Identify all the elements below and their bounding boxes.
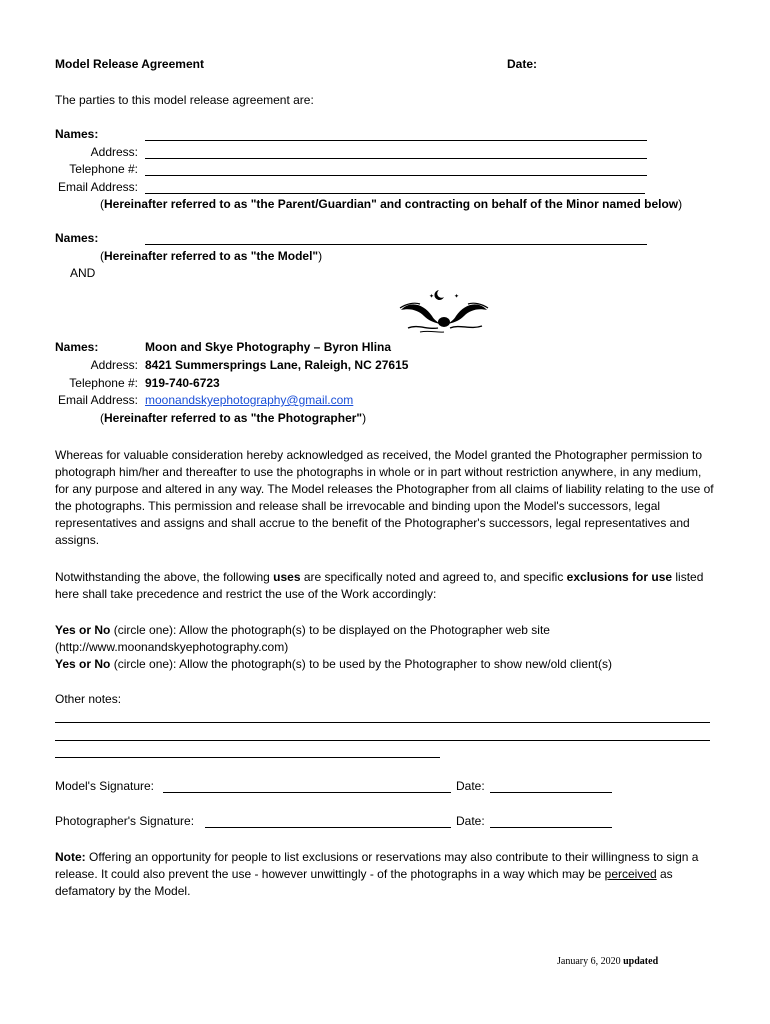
model-hereinafter [100, 248, 322, 265]
paren-open: ( [100, 197, 104, 211]
option-clients-text: Allow the photograph(s) to be used by the Photographer to show new/old client(s) [179, 657, 612, 671]
option-clients-yes-no[interactable]: Yes or No [55, 657, 111, 671]
document-title: Model Release Agreement [55, 57, 204, 71]
svg-text:✦: ✦ [429, 293, 435, 300]
photographer-date-field[interactable] [490, 827, 612, 828]
parent-hereinafter [100, 196, 682, 213]
option-website-text: Allow the photograph(s) to be displayed on the Photographer web site [179, 623, 550, 637]
other-notes-line-1[interactable] [55, 722, 710, 723]
parent-telephone-field[interactable] [145, 175, 647, 176]
option-clients-circle: (circle one): [110, 657, 180, 671]
option-website [55, 622, 550, 639]
photographer-signature-label: Photographer's Signature: [55, 814, 195, 828]
parent-email-label: Email Address: [57, 180, 138, 194]
model-hereinafter-text: Hereinafter referred to as "the Model" [104, 249, 319, 263]
photographer-names-value: Moon and Skye Photography – Byron Hlina [145, 340, 392, 354]
exclusions-bold: exclusions for use [566, 570, 673, 584]
other-notes-label: Other notes: [55, 692, 122, 706]
option-clients [55, 656, 612, 673]
note-label: Note: [55, 850, 86, 864]
photographer-address-label: Address: [90, 358, 138, 372]
uses-bold: uses [273, 570, 301, 584]
photographer-hereinafter-text: Hereinafter referred to as "the Photographer" [104, 411, 363, 425]
model-names-field[interactable] [145, 244, 647, 245]
uses-text-3: listed here shall take precedence and restrict the use of the Work accordingly: [55, 570, 704, 601]
other-notes-line-2[interactable] [55, 740, 710, 741]
body-paragraph: Whereas for valuable consideration hereby acknowledged as received, the Model granted the Photographer permission to photograph him/her and thereafter to use the photographs in whole or in part without restriction anywhere, in any medium, for any purpose and altered in any way. The Model releases the Photographer from all claims of liability relating to the use of the photographs. This permission and release shall be irrevocable and binding upon the Model's successors, legal representatives and assigns and shall accrue to the benefit of the Photographer's successors, legal representatives and assigns. [55, 448, 714, 547]
note-text-2: as defamatory by the Model. [55, 867, 673, 898]
photographer-date-label: Date: [456, 814, 485, 828]
parent-address-field[interactable] [145, 158, 647, 159]
note-perceived: perceived [604, 867, 657, 881]
option-website-yes-no[interactable]: Yes or No [55, 623, 111, 637]
uses-paragraph [55, 569, 715, 603]
photographer-names-label: Names: [55, 340, 99, 354]
uses-text-1: Notwithstanding the above, the following [55, 570, 274, 584]
note-paragraph [55, 849, 715, 900]
other-notes-line-3[interactable] [55, 757, 440, 758]
paren-close: ) [318, 249, 323, 263]
parent-names-label: Names: [55, 127, 99, 141]
footer-date [557, 953, 658, 970]
option-website-url: (http://www.moonandskyephotography.com) [55, 640, 289, 654]
swimmer-logo-icon [398, 286, 490, 334]
and-text: AND [70, 266, 96, 280]
model-date-field[interactable] [490, 792, 612, 793]
model-signature-field[interactable] [163, 792, 451, 793]
photographer-signature-field[interactable] [205, 827, 451, 828]
photographer-telephone-label: Telephone #: [69, 376, 138, 390]
parent-names-field[interactable] [145, 140, 647, 141]
paren-close: ) [362, 411, 367, 425]
paren-open: ( [100, 411, 104, 425]
photographer-email-link[interactable]: moonandskyephotography@gmail.com [145, 393, 354, 407]
option-website-circle: (circle one): [110, 623, 180, 637]
intro-text: The parties to this model release agreement are: [55, 93, 314, 107]
note-text-1: Offering an opportunity for people to list exclusions or reservations may also contribute to their willingness to sign a release. It could also prevent the use - however unwittingly - of the photographs in a way which may be [55, 850, 699, 881]
parent-email-field[interactable] [145, 193, 645, 194]
parent-telephone-label: Telephone #: [69, 162, 138, 176]
footer-updated: updated [623, 956, 659, 967]
photographer-email-label: Email Address: [57, 393, 138, 407]
model-signature-label: Model's Signature: [55, 779, 155, 793]
paren-open: ( [100, 249, 104, 263]
model-date-label: Date: [456, 779, 485, 793]
parent-address-label: Address: [90, 145, 138, 159]
photographer-telephone-value: 919-740-6723 [145, 376, 220, 390]
date-label: Date: [507, 57, 538, 71]
footer-date-text: January 6, 2020 [557, 956, 621, 967]
model-names-label: Names: [55, 231, 99, 245]
photographer-address-value: 8421 Summersprings Lane, Raleigh, NC 27615 [145, 358, 409, 372]
uses-text-2: are specifically noted and agreed to, and specific [300, 570, 567, 584]
photographer-hereinafter [100, 410, 366, 427]
svg-text:✦: ✦ [454, 293, 460, 300]
paren-close: ) [678, 197, 683, 211]
parent-hereinafter-text: Hereinafter referred to as "the Parent/Guardian" and contracting on behalf of the Minor named below [104, 197, 679, 211]
